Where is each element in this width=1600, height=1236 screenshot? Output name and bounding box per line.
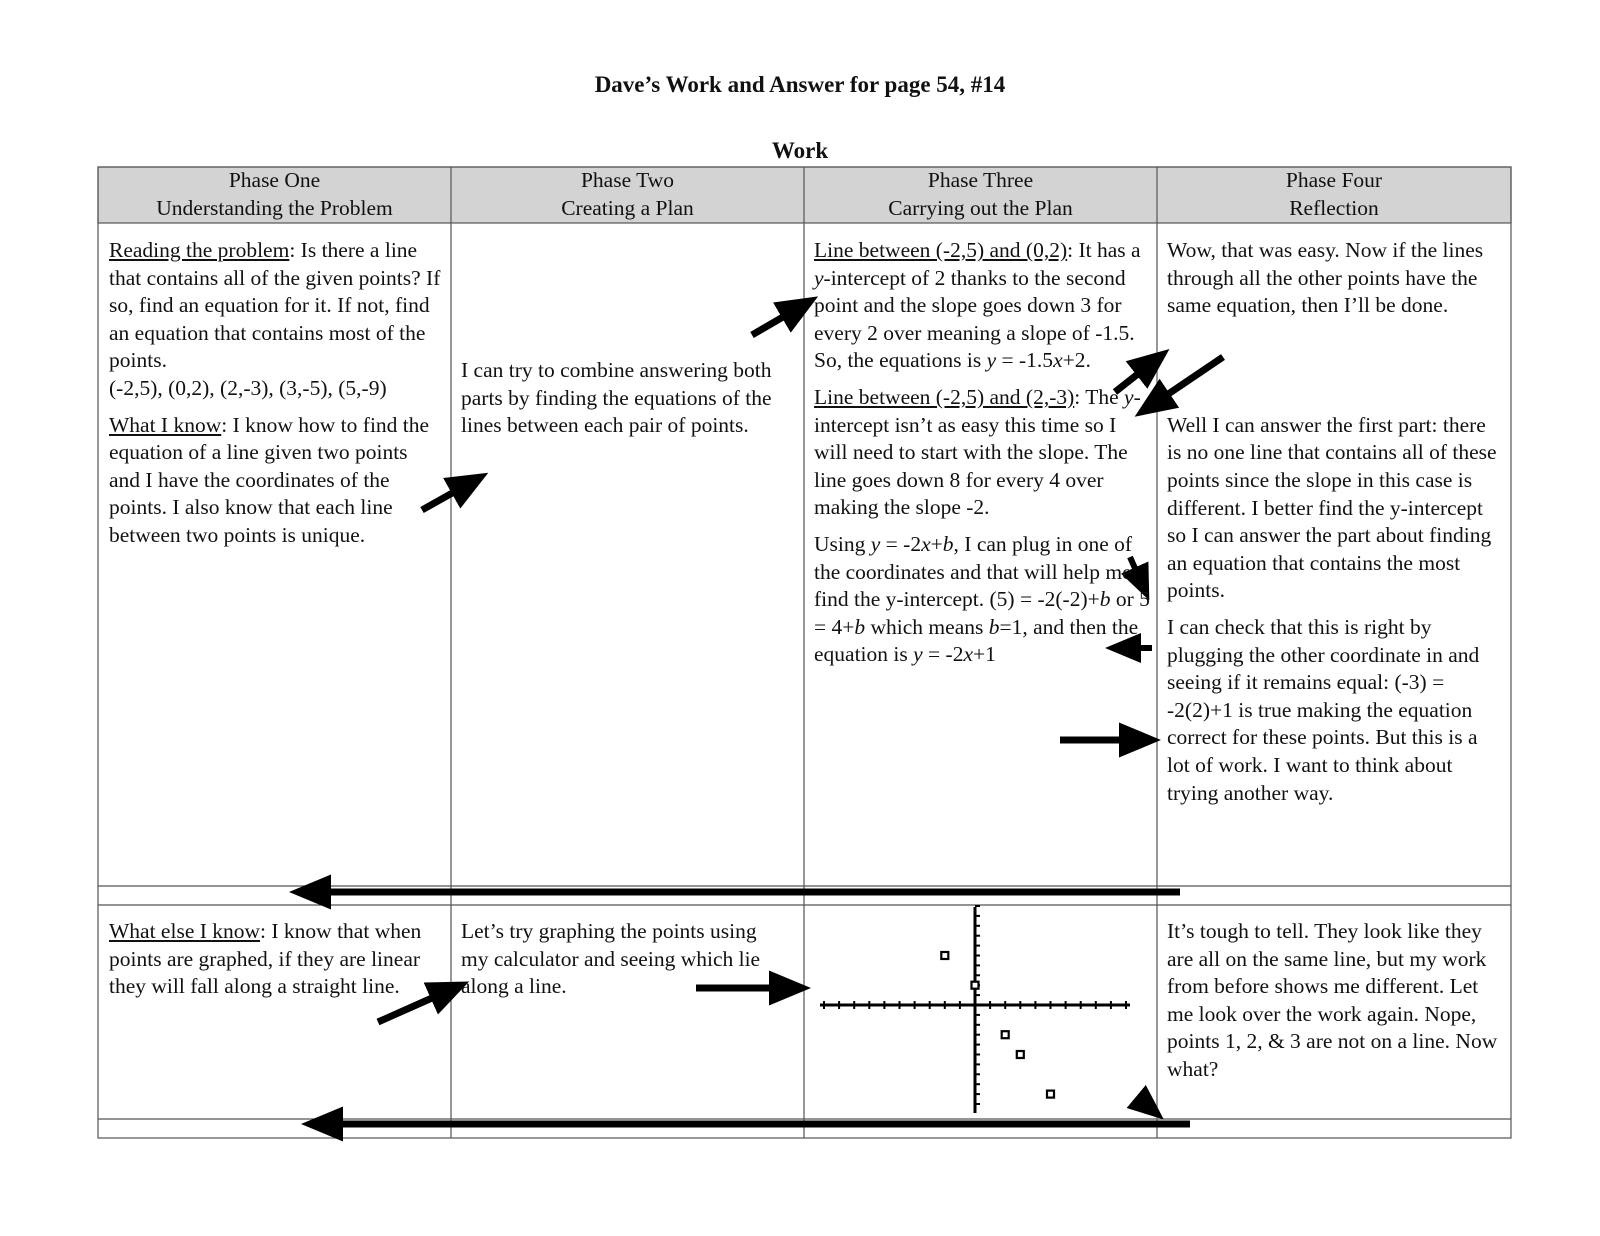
header-line1: Phase Four — [1285, 168, 1383, 192]
row1-phase2-cell — [461, 357, 781, 449]
header-line2: Carrying out the Plan — [888, 195, 1073, 220]
header-line2: Creating a Plan — [561, 195, 694, 220]
graph-point — [1002, 1031, 1009, 1038]
header-line1: Phase Two — [580, 168, 675, 192]
graph-point — [941, 952, 948, 959]
else-text: : I know that when points are graphed, if they are linear they will fall along a straight line. — [109, 919, 422, 999]
arrow-phase2-to-phase3 — [752, 307, 800, 335]
reading-text: : Is there a line that contains all of the given points? If so, find an equation for it. If not, find an equation that contains most of the points. — [109, 238, 441, 373]
reading-label: Reading the problem — [109, 238, 290, 262]
graph-point — [1017, 1051, 1024, 1058]
text-run: y — [986, 348, 997, 373]
text-run: x — [921, 531, 931, 556]
header-phase-three — [804, 167, 1157, 223]
text-run: y — [870, 531, 881, 556]
graphing-plan-text: Let’s try graphing the points using my calculator and seeing which lie along a line. — [461, 919, 761, 999]
text-run: x — [1053, 348, 1063, 373]
text-run: + — [930, 531, 943, 556]
text-run: , I can plug in one of the coordinates and that will help me find the y-intercept. (5) = -2(-2)+ — [814, 531, 1133, 612]
line1-paragraph — [814, 237, 1150, 375]
text-run: b — [1099, 587, 1111, 612]
row2-phase2-cell — [461, 918, 781, 1010]
header-phase-four — [1157, 167, 1511, 223]
text-run: which means — [865, 614, 989, 639]
graph-points — [941, 952, 1054, 1098]
header-phase-one — [98, 167, 451, 223]
page-title: Dave’s Work and Answer for page 54, #14 — [594, 72, 1006, 97]
text-run: y — [814, 265, 824, 290]
text-run: +1 — [973, 642, 996, 667]
header-line2: Reflection — [1289, 195, 1379, 220]
text-run: b — [942, 531, 954, 556]
row1-phase1-cell — [109, 237, 443, 559]
calculator-graph — [818, 905, 1144, 1115]
text-run: +2. — [1062, 348, 1091, 373]
text-run: = -1.5 — [996, 348, 1054, 373]
line2-label: Line between (-2,5) and (2,-3) — [814, 384, 1075, 409]
reflection-p3: I can check that this is right by plugging the other coordinate in and seeing if it remains equal: (-3) = -2(2)+1 is true making the equation correct for these points. But this is a lot of work. I want to think about trying another way. — [1167, 614, 1480, 805]
else-label: What else I know — [109, 919, 261, 943]
text-run: x — [963, 642, 974, 667]
reading-paragraph — [109, 237, 443, 403]
row2-phase1-cell — [109, 918, 439, 1010]
graph-axes — [820, 906, 1130, 1113]
points-list: (-2,5), (0,2), (2,-3), (3,-5), (5,-9) — [109, 375, 387, 400]
else-paragraph — [109, 918, 439, 1001]
line2-paragraph — [814, 384, 1150, 522]
text-run: y — [913, 642, 923, 667]
reflection-row2-text: It’s tough to tell. They look like they are all on the same line, but my work from before shows me different. Let me look over the work again. Nope, points 1, 2, & 3 are not on a line. Now what? — [1167, 919, 1498, 1081]
text-run: Using — [814, 531, 871, 556]
line1-label: Line between (-2,5) and (0,2) — [814, 238, 1068, 262]
header-line1: Phase One — [228, 168, 321, 192]
header-line1: Phase Three — [927, 168, 1034, 192]
reflection-p1: Wow, that was easy. Now if the lines through all the other points have the same equation, then I’ll be done. — [1167, 238, 1484, 318]
text-run: : It has a — [1067, 238, 1141, 262]
text-run: or 5 = 4+ — [814, 587, 1150, 639]
graph-point — [1047, 1091, 1054, 1098]
header-line2: Understanding the Problem — [156, 195, 393, 220]
text-run: -intercept isn’t as easy this time so I will need to start with the slope. The line goes down 8 for every 4 over making the slope -2. — [814, 384, 1141, 520]
text-run: b — [988, 614, 1000, 639]
text-run: =1, and then the equation is — [814, 614, 1139, 667]
using-paragraph — [814, 531, 1150, 669]
section-title: Work — [771, 138, 829, 163]
text-run: -intercept of 2 thanks to the second point and the slope goes down 3 for every 2 over meaning a slope of -1.5. So, the equations is — [814, 265, 1135, 373]
row1-phase4-cell — [1167, 237, 1505, 816]
know-label: What I know — [109, 412, 222, 437]
reflection-p2: Well I can answer the first part: there is no one line that contains all of these points since the slope in this case is different. I better find the y-intercept so I can answer the part about finding an equation that contains the most points. — [1167, 412, 1497, 603]
text-run: = -2 — [922, 642, 964, 667]
text-run: y — [1124, 384, 1134, 409]
row2-phase4-cell — [1167, 918, 1505, 1093]
header-phase-two — [451, 167, 804, 223]
text-run: : The — [1074, 384, 1125, 409]
know-text: : I know how to find the equation of a line given two points and I have the coordinates of the points. I also know that each line between two points is unique. — [109, 412, 430, 547]
text-run: = -2 — [880, 531, 922, 556]
plan-text: I can try to combine answering both parts by finding the equations of the lines between each pair of points. — [461, 358, 772, 438]
text-run: b — [854, 614, 866, 639]
row1-phase3-cell — [814, 237, 1150, 678]
know-paragraph — [109, 412, 443, 550]
graph-point — [972, 982, 979, 989]
